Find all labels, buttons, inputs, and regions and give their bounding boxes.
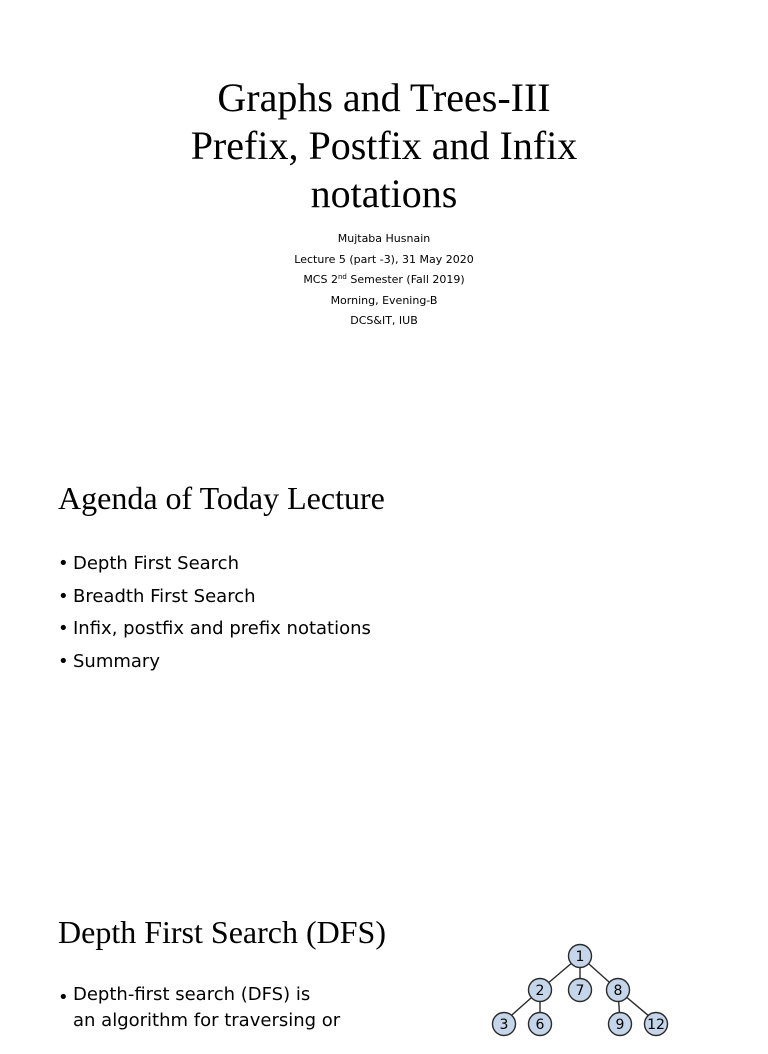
agenda-heading: Agenda of Today Lecture bbox=[58, 480, 385, 516]
slide-subtitle bbox=[0, 229, 768, 332]
dfs-heading: Depth First Search (DFS) bbox=[58, 914, 386, 950]
tree-node-9 bbox=[609, 1013, 632, 1036]
lecture-info: Lecture 5 (part -3), 31 May 2020 bbox=[294, 252, 474, 266]
department-info: DCS&IT, IUB bbox=[350, 314, 418, 327]
svg-text:2: 2 bbox=[535, 983, 545, 999]
bullet-line-2: an algorithm for traversing or bbox=[73, 1010, 341, 1031]
title-line-2: Prefix, Postfix and Infix bbox=[190, 123, 578, 168]
tree-node-3 bbox=[493, 1013, 516, 1036]
tree-node-1 bbox=[569, 945, 592, 968]
list-item: • Infix, postfix and prefix notations bbox=[58, 613, 371, 646]
list-item: • Depth First Search bbox=[58, 548, 371, 581]
title-slide bbox=[0, 0, 768, 432]
dfs-slide bbox=[0, 864, 768, 1033]
course-superscript: nd bbox=[337, 273, 347, 281]
list-item bbox=[58, 982, 340, 1034]
list-item: • Summary bbox=[58, 646, 371, 679]
svg-text:3: 3 bbox=[499, 1017, 509, 1033]
list-item: • Breadth First Search bbox=[58, 581, 371, 614]
tree-node-7 bbox=[569, 979, 592, 1002]
title-line-1: Graphs and Trees-III bbox=[217, 75, 551, 120]
tree-node-6 bbox=[529, 1013, 552, 1036]
bullet-line-1: • Depth-first search (DFS) is bbox=[73, 984, 311, 1005]
svg-text:9: 9 bbox=[615, 1017, 625, 1033]
svg-text:12: 12 bbox=[647, 1017, 665, 1033]
tree-node-8 bbox=[607, 979, 630, 1002]
slide-title bbox=[0, 74, 768, 218]
title-line-3: notations bbox=[310, 171, 458, 216]
svg-text:6: 6 bbox=[535, 1017, 545, 1033]
author-name: Mujtaba Husnain bbox=[337, 232, 431, 245]
course-prefix: MCS 2 bbox=[303, 273, 338, 286]
svg-text:8: 8 bbox=[613, 983, 623, 999]
svg-text:1: 1 bbox=[575, 949, 585, 965]
tree-node-2 bbox=[529, 979, 552, 1002]
svg-text:7: 7 bbox=[575, 983, 585, 999]
tree-node-12 bbox=[645, 1013, 668, 1036]
course-info bbox=[0, 270, 768, 291]
dfs-bullet-list bbox=[58, 982, 340, 1034]
section-info: Morning, Evening-B bbox=[330, 293, 438, 307]
agenda-list bbox=[58, 548, 371, 678]
dfs-tree-diagram bbox=[470, 934, 700, 1054]
agenda-slide bbox=[0, 432, 768, 864]
course-suffix: Semester (Fall 2019) bbox=[346, 273, 465, 286]
